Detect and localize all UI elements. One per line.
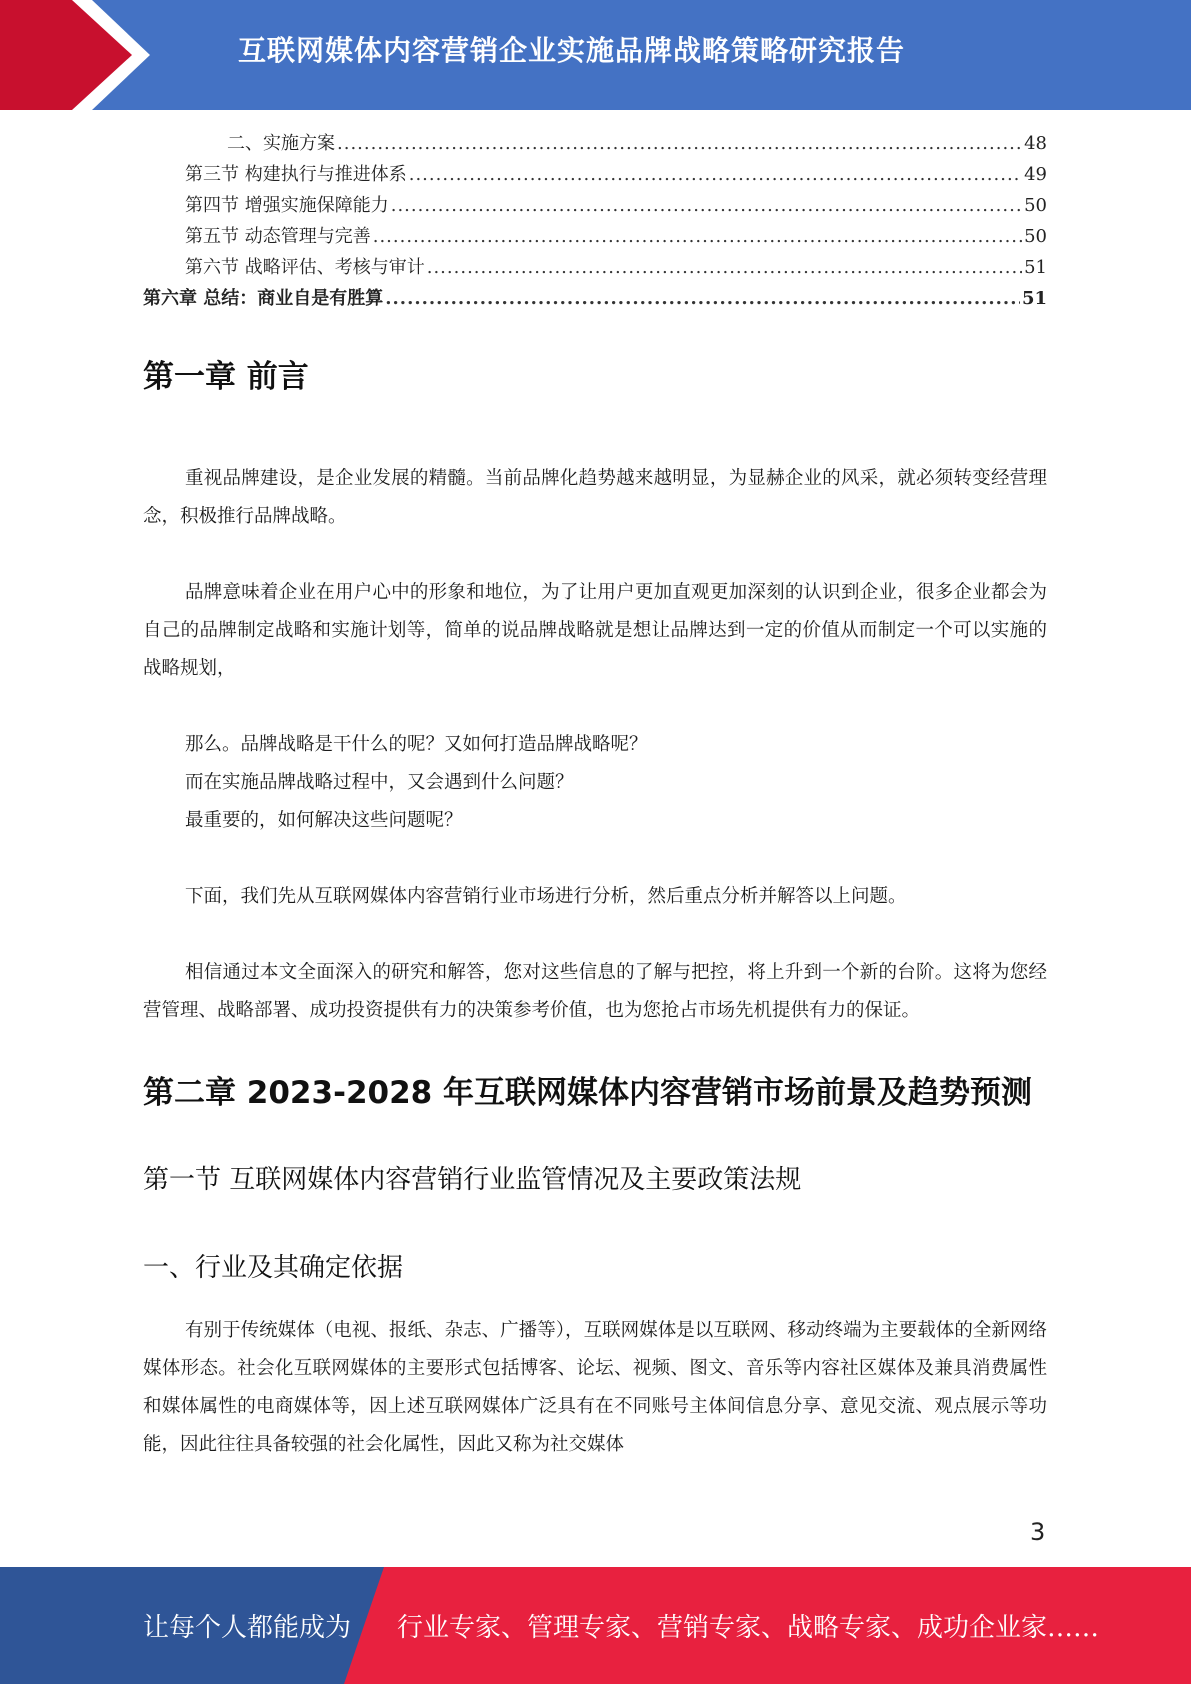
question-line: 那么。品牌战略是干什么的呢？又如何打造品牌战略呢？ [185, 734, 648, 755]
toc-entry-label: 第六节 战略评估、考核与审计 [185, 257, 425, 278]
toc-entry[interactable] [143, 128, 1047, 159]
toc-entry[interactable] [143, 252, 1047, 283]
report-title: 互联网媒体内容营销企业实施品牌战略策略研究报告 [238, 34, 906, 67]
toc-entry-label: 第五节 动态管理与完善 [185, 226, 371, 247]
question-line: 而在实施品牌战略过程中，又会遇到什么问题？ [185, 772, 574, 793]
toc-entry-page: 50 [1024, 226, 1047, 247]
page-number: 3 [1030, 1518, 1046, 1546]
toc-entry[interactable] [143, 283, 1047, 314]
toc-entry-page: 50 [1024, 195, 1047, 216]
question-line: 最重要的，如何解决这些问题呢？ [185, 810, 463, 831]
toc-leader-dots [337, 128, 1022, 159]
paragraph: 下面，我们先从互联网媒体内容营销行业市场进行分析，然后重点分析并解答以上问题。 [185, 886, 907, 907]
page-footer [0, 1567, 1191, 1684]
toc-leader-dots [373, 221, 1022, 252]
toc-entry-label: 第六章 总结：商业自是有胜算 [143, 288, 384, 309]
toc-entry[interactable] [143, 221, 1047, 252]
footer-slogan-right: 行业专家、管理专家、营销专家、战略专家、成功企业家…… [397, 1613, 1100, 1643]
paragraph: 重视品牌建设，是企业发展的精髓。当前品牌化趋势越来越明显，为显赫企业的风采，就必须转变经营理念，积极推行品牌战略。 [143, 468, 1047, 527]
toc-entry[interactable] [143, 190, 1047, 221]
toc-entry-page: 51 [1021, 288, 1047, 309]
footer-slogan-left: 让每个人都能成为 [143, 1613, 352, 1643]
toc-entry-label: 二、实施方案 [227, 133, 335, 154]
toc-entry-page: 49 [1024, 164, 1047, 185]
toc-entry-label: 第四节 增强实施保障能力 [185, 195, 389, 216]
toc-leader-dots [391, 190, 1022, 221]
toc-entry[interactable] [143, 159, 1047, 190]
subsection-heading: 一、行业及其确定依据 [143, 1253, 404, 1283]
toc-entry-label: 第三节 构建执行与推进体系 [185, 164, 407, 185]
chapter-2-heading: 第二章 2023-2028 年互联网媒体内容营销市场前景及趋势预测 [143, 1075, 1033, 1111]
section-heading: 第一节 互联网媒体内容营销行业监管情况及主要政策法规 [143, 1165, 802, 1195]
table-of-contents [143, 128, 1047, 314]
paragraph: 相信通过本文全面深入的研究和解答，您对这些信息的了解与把控，将上升到一个新的台阶。这将为您经营管理、战略部署、成功投资提供有力的决策参考价值，也为您抢占市场先机提供有力的保证。 [143, 962, 1047, 1021]
toc-leader-dots [385, 283, 1020, 314]
toc-entry-page: 51 [1024, 257, 1047, 278]
page-header [0, 0, 1191, 110]
paragraph: 有别于传统媒体（电视、报纸、杂志、广播等），互联网媒体是以互联网、移动终端为主要载体的全新网络媒体形态。社会化互联网媒体的主要形式包括博客、论坛、视频、图文、音乐等内容社区媒体及兼具消费属性和媒体属性的电商媒体等，因上述互联网媒体广泛具有在不同账号主体间信息分享、意见交流、观点展示等功能，因此往往具备较强的社会化属性，因此又称为社交媒体 [143, 1320, 1047, 1455]
paragraph: 品牌意味着企业在用户心中的形象和地位，为了让用户更加直观更加深刻的认识到企业，很多企业都会为自己的品牌制定战略和实施计划等，简单的说品牌战略就是想让品牌达到一定的价值从而制定一个可以实施的战略规划， [143, 582, 1047, 679]
toc-entry-page: 48 [1024, 133, 1047, 154]
toc-leader-dots [409, 159, 1022, 190]
document-body [143, 352, 1047, 1464]
toc-leader-dots [427, 252, 1022, 283]
chapter-1-heading: 第一章 前言 [143, 359, 309, 395]
